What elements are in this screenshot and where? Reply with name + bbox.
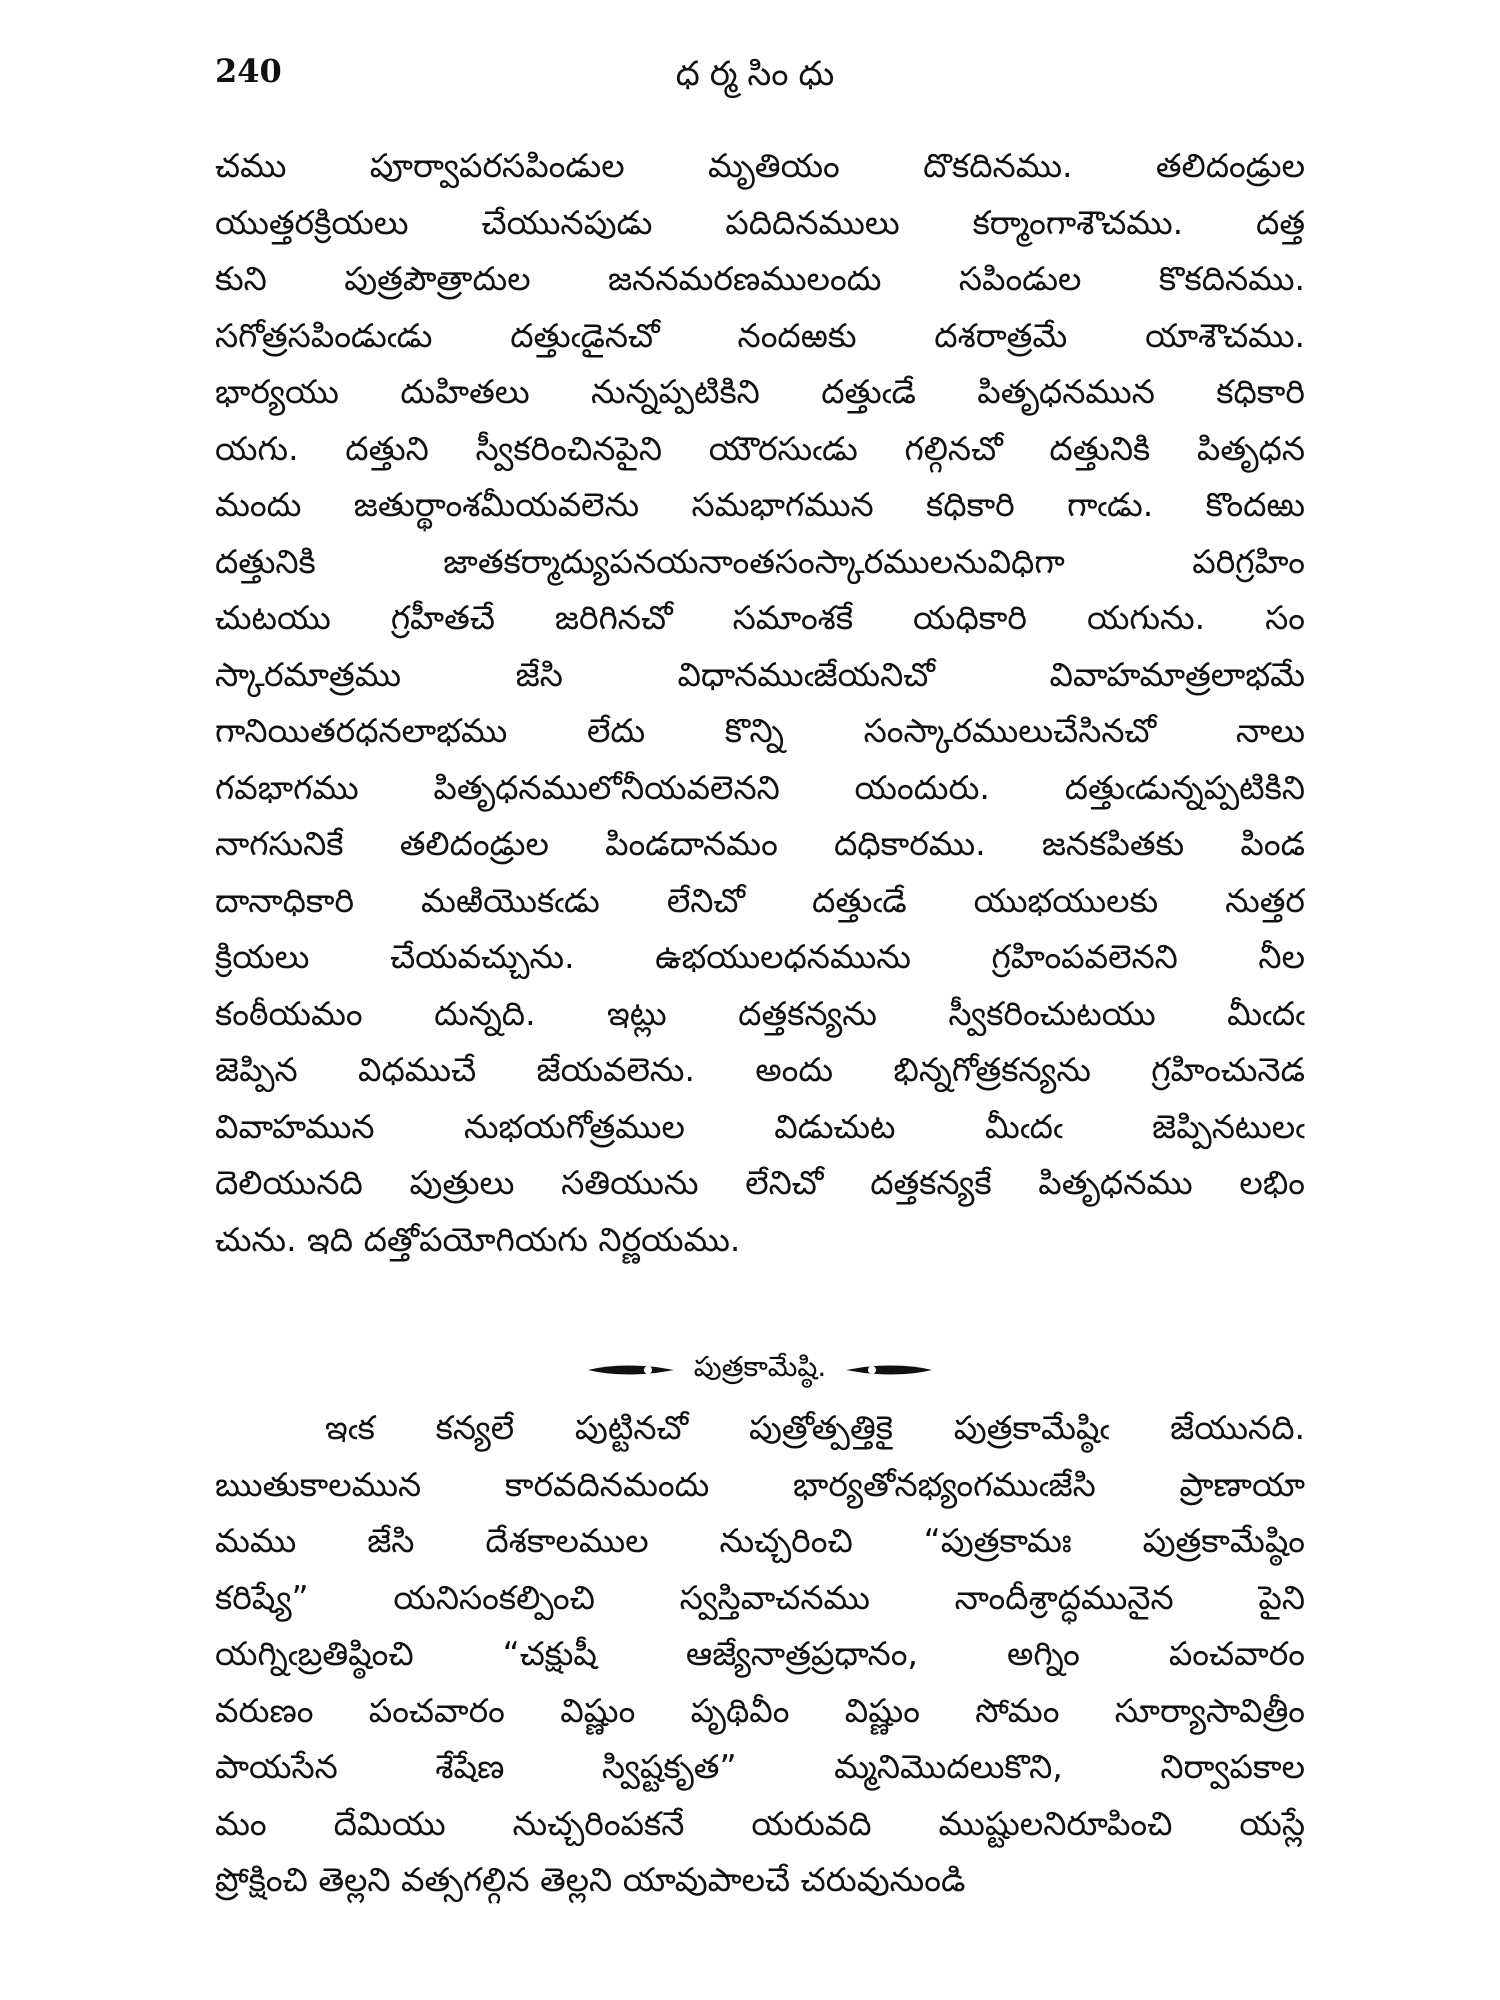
text-line: యగ్నిఁబ్రతిష్ఠించి “చక్షుషీ ఆజ్యేనాత్రప్రధానం, అగ్నిం పంచవారం	[215, 1634, 1305, 1673]
page-number: 240	[215, 52, 282, 90]
section-heading-label: పుత్రకామేష్ఠి.	[693, 1350, 827, 1383]
running-title: ధర్మసింధు	[675, 54, 845, 94]
text-line: దత్తునికి జాతకర్మాద్యుపనయనాంతసంస్కారములనువిధిగా పరిగ్రహిం	[215, 541, 1305, 581]
text-line: క్రియలు చేయవచ్చును. ఉభయులధనమును గ్రహింపవలెనని నీల	[215, 937, 1305, 976]
text-line: జెప్పిన విధముచే జేయవలెను. అందు భిన్నగోత్రకన్యను గ్రహించునెడ	[215, 1050, 1305, 1089]
text-line: గానియితరధనలాభము లేదు కొన్ని సంస్కారములుచేసినచో నాలు	[215, 711, 1305, 750]
text-line: గవభాగము పితృధనములోనీయవలెనని యందురు. దత్తుఁడున్నప్పటికిని	[215, 767, 1305, 807]
text-line: ఋతుకాలమున కారవదినమందు భార్యతోనభ్యంగముఁజేసి ప్రాణాయా	[215, 1464, 1305, 1504]
paragraph-2	[215, 1400, 1305, 1909]
text-line: భార్యయు దుహితలు నున్నప్పటికిని దత్తుఁడే పితృధనమున కధికారి	[215, 372, 1305, 411]
text-line: చము పూర్వాపరసపిండుల మృతియం దొకదినము. తలిదండ్రుల	[215, 146, 1305, 185]
section-heading	[215, 1347, 1305, 1393]
text-line: ప్రోక్షించి తెల్లని వత్సగల్గిన తెల్లని యావుపాలచే చరువునుండి	[215, 1860, 966, 1899]
text-line: మందు జతుర్థాంశమీయవలెను సమభాగమున కధికారి గాఁడు. కొందఱు	[215, 485, 1305, 524]
text-line: కుని పుత్రపౌత్రాదుల జననమరణములందు సపిండుల కొకదినము.	[215, 259, 1305, 298]
text-line: యుత్తరక్రియలు చేయునపుడు పదిదినములు కర్మాంగాశౌచము. దత్త	[215, 202, 1305, 242]
text-line: మం దేమియు నుచ్చరింపకనే యరువది ముష్టులనిరూపించి యస్లే	[215, 1803, 1305, 1843]
ornament-left-icon	[586, 1361, 676, 1379]
text-line: దెలియునది పుత్రులు సతియును లేనిచో దత్తకన్యకే పితృధనము లభిం	[215, 1163, 1305, 1202]
paragraph-1	[215, 138, 1305, 1268]
text-line: కరిష్యే” యనిసంకల్పించి స్వస్తివాచనము నాందీశ్రాద్ధమునైన పైని	[215, 1577, 1305, 1617]
text-line: చును. ఇది దత్తోపయోగియగు నిర్ణయము.	[215, 1219, 741, 1259]
text-line: ఇఁక కన్యలే పుట్టినచో పుత్రోత్పత్తికై పుత్రకామేష్ఠిఁ జేయునది.	[325, 1408, 1305, 1447]
text-line: వరుణం పంచవారం విష్ణుం పృథివీం విష్ణుం సోమం సూర్యాసావిత్రీం	[215, 1690, 1305, 1730]
text-line: యగు. దత్తుని స్వీకరించినపైని యౌరసుఁడు గల్గినచో దత్తునికి పితృధన	[215, 428, 1305, 468]
text-line: స్కారమాత్రము జేసి విధానముఁజేయనిచో వివాహమాత్రలాభమే	[215, 654, 1305, 694]
text-line: దానాధికారి మఱియొకఁడు లేనిచో దత్తుఁడే యుభయులకు నుత్తర	[215, 880, 1305, 920]
text-line: సగోత్రసపిండుఁడు దత్తుఁడైనచో నందఱకు దశరాత్రమే యాశౌచము.	[215, 315, 1305, 355]
text-line: నాగసునికే తలిదండ్రుల పిండదానమం దధికారము. జనకపితకు పిండ	[215, 824, 1305, 863]
text-line: కంఠీయమం దున్నది. ఇట్లు దత్తకన్యను స్వీకరించుటయు మీఁదఁ	[215, 993, 1305, 1033]
text-line: వివాహమున నుభయగోత్రముల విడుచుట మీఁదఁ జెప్పినటులఁ	[215, 1106, 1305, 1146]
text-line: చుటయు గ్రహీతచే జరిగినచో సమాంశకే యధికారి యగును. సం	[215, 598, 1305, 637]
page-header	[215, 48, 1305, 108]
ornament-right-icon	[844, 1361, 934, 1379]
text-line: పాయసేన శేషేణ స్విష్టకృత” మ్మనిమొదలుకొని, నిర్వాపకాల	[215, 1747, 1305, 1786]
text-line: మము జేసి దేశకాలముల నుచ్చరించి “పుత్రకామః పుత్రకామేష్ఠిం	[215, 1521, 1305, 1560]
